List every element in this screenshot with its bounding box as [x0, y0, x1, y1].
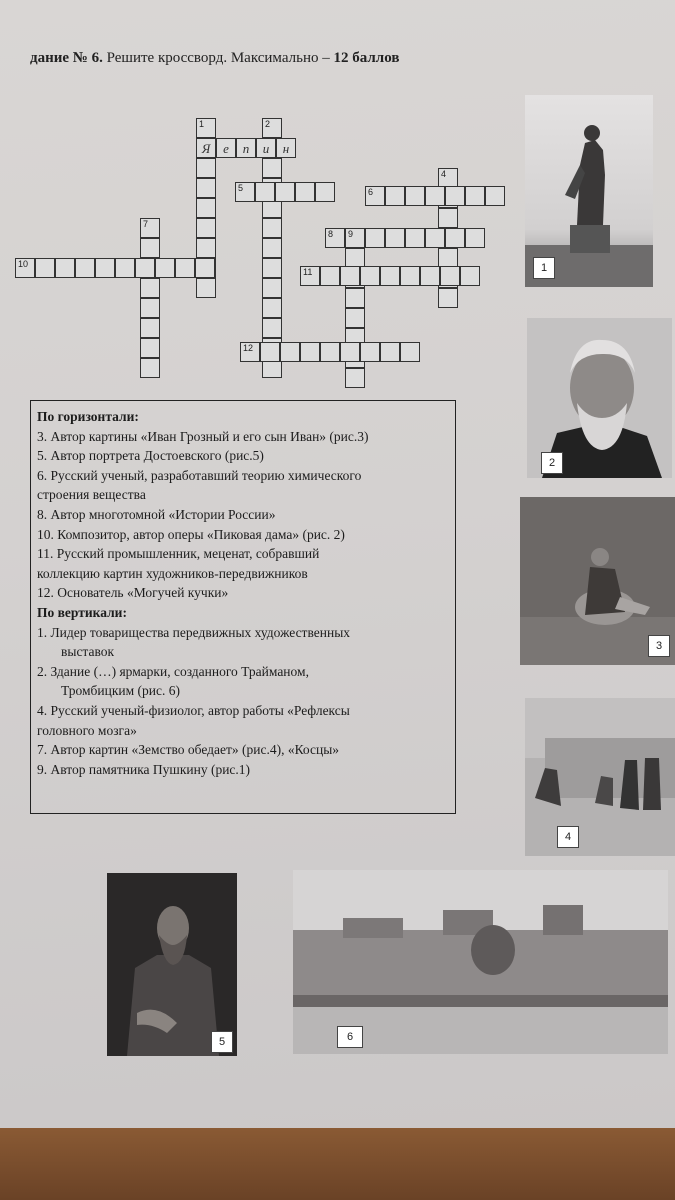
figure-6-label: 6 [337, 1026, 363, 1048]
clue-across-3: 3. Автор картины «Иван Грозный и его сын Иван» (рис.3) [37, 428, 369, 444]
crossword-cell[interactable] [236, 138, 256, 158]
crossword-cell[interactable] [262, 158, 282, 178]
crossword-cell[interactable] [405, 228, 425, 248]
crossword-cell[interactable] [140, 238, 160, 258]
crossword-cell[interactable] [300, 342, 320, 362]
crossword-cell[interactable] [440, 266, 460, 286]
across-heading: По горизонтали: [37, 409, 139, 424]
crossword-cell[interactable] [325, 228, 345, 248]
crossword-cell[interactable] [400, 342, 420, 362]
crossword-cell[interactable] [140, 218, 160, 238]
crossword-cell[interactable] [155, 258, 175, 278]
crossword-cell[interactable] [300, 266, 320, 286]
crossword-cell[interactable] [115, 258, 135, 278]
clues-box [30, 400, 456, 814]
crossword-cell[interactable] [240, 342, 260, 362]
crossword-cell[interactable] [485, 186, 505, 206]
crossword-cell[interactable] [460, 266, 480, 286]
crossword-cell[interactable] [15, 258, 35, 278]
figure-4-zemstvo-painting [525, 698, 675, 856]
crossword-cell[interactable] [262, 318, 282, 338]
figure-2-tchaikovsky-portrait [527, 318, 672, 478]
crossword-filled-letter: п [242, 141, 250, 156]
crossword-cell[interactable] [345, 288, 365, 308]
figure-3-repin-painting [520, 497, 675, 665]
clue-down-2-cont: Тромбицким (рис. 6) [61, 683, 180, 699]
crossword-cell[interactable] [140, 318, 160, 338]
crossword-cell[interactable] [216, 138, 236, 158]
crossword-cell[interactable] [315, 182, 335, 202]
clue-across-10: 10. Композитор, автор оперы «Пиковая дама» (рис. 2) [37, 526, 345, 542]
crossword-cell[interactable] [275, 182, 295, 202]
crossword-cell[interactable] [140, 338, 160, 358]
crossword-cell[interactable] [445, 186, 465, 206]
crossword-cell[interactable] [262, 238, 282, 258]
crossword-cell[interactable] [400, 266, 420, 286]
crossword-cell[interactable] [262, 218, 282, 238]
crossword-cell[interactable] [340, 266, 360, 286]
crossword-cell[interactable] [365, 186, 385, 206]
painting-illustration [525, 698, 675, 856]
crossword-cell[interactable] [195, 258, 215, 278]
clue-down-2: 2. Здание (…) ярмарки, созданного Трайманом, [37, 663, 309, 679]
portrait-illustration [107, 873, 237, 1056]
crossword-cell[interactable] [262, 278, 282, 298]
crossword-cell[interactable] [196, 138, 216, 158]
crossword-cell[interactable] [35, 258, 55, 278]
crossword-cell[interactable] [75, 258, 95, 278]
crossword-cell[interactable] [55, 258, 75, 278]
crossword-clue-number: 7 [143, 219, 149, 229]
figure-6-fair-building [293, 870, 668, 1054]
crossword-cell[interactable] [360, 266, 380, 286]
table-surface [0, 1128, 675, 1200]
clue-across-6-cont: строения вещества [37, 487, 146, 503]
crossword-cell[interactable] [262, 118, 282, 138]
crossword-cell[interactable] [320, 266, 340, 286]
crossword-cell[interactable] [262, 298, 282, 318]
crossword-cell[interactable] [380, 266, 400, 286]
crossword-cell[interactable] [360, 342, 380, 362]
crossword-filled-letter: и [262, 141, 270, 156]
crossword-cell[interactable] [95, 258, 115, 278]
crossword-cell[interactable] [320, 342, 340, 362]
crossword-cell[interactable] [262, 258, 282, 278]
crossword-cell[interactable] [135, 258, 155, 278]
crossword-cell[interactable] [140, 278, 160, 298]
crossword-clue-number: 9 [348, 229, 354, 239]
crossword-cell[interactable] [340, 342, 360, 362]
crossword-clue-number: 1 [199, 119, 205, 129]
crossword-cell[interactable] [438, 208, 458, 228]
crossword-cell[interactable] [445, 228, 465, 248]
crossword-cell[interactable] [345, 248, 365, 268]
crossword-cell[interactable] [365, 228, 385, 248]
crossword-cell[interactable] [196, 158, 216, 178]
crossword-clue-number: 8 [328, 229, 334, 239]
crossword-cell[interactable] [280, 342, 300, 362]
crossword-filled-letter: е [223, 141, 229, 156]
clue-down-9: 9. Автор памятника Пушкину (рис.1) [37, 761, 251, 777]
crossword-cell[interactable] [196, 118, 216, 138]
crossword-cell[interactable] [465, 186, 485, 206]
figure-3-label: 3 [648, 635, 670, 657]
crossword-cell[interactable] [140, 298, 160, 318]
crossword-clue-number: 5 [238, 183, 244, 193]
crossword-cell[interactable] [345, 368, 365, 388]
figure-5-label: 5 [211, 1031, 233, 1053]
clue-down-7: 7. Автор картин «Земство обедает» (рис.4), «Косцы» [37, 742, 340, 758]
clue-across-11-cont: коллекцию картин художников-передвижников [37, 565, 308, 581]
crossword-clue-number: 2 [265, 119, 271, 129]
crossword-cell[interactable] [256, 138, 276, 158]
clue-across-5: 5. Автор портрета Достоевского (рис.5) [37, 448, 264, 464]
figure-1-label: 1 [533, 257, 555, 279]
crossword-filled-letter: Я [201, 141, 211, 156]
crossword-clue-number: 11 [303, 267, 313, 277]
crossword-cell[interactable] [420, 266, 440, 286]
task-title: дание № 6. Решите кросcворд. Максимально – 12 баллов [30, 50, 400, 66]
crossword-cell[interactable] [196, 198, 216, 218]
clue-down-1: 1. Лидер товарищества передвижных художественных [37, 624, 351, 640]
crossword-cell[interactable] [425, 228, 445, 248]
crossword-cell[interactable] [276, 138, 296, 158]
crossword-clue-number: 4 [441, 169, 447, 179]
clue-down-4-cont: головного мозга» [37, 722, 137, 738]
crossword-cell[interactable] [425, 186, 445, 206]
crossword-cell[interactable] [345, 308, 365, 328]
figure-1-pushkin-monument [525, 95, 653, 287]
crossword-cell[interactable] [385, 186, 405, 206]
figure-5-dostoevsky-portrait [107, 873, 237, 1056]
crossword-cell[interactable] [385, 228, 405, 248]
crossword-cell[interactable] [438, 288, 458, 308]
clue-across-6: 6. Русский ученый, разработавший теорию химического [37, 467, 362, 483]
crossword-clue-number: 12 [243, 343, 254, 353]
crossword-cell[interactable] [175, 258, 195, 278]
crossword-cell[interactable] [196, 218, 216, 238]
down-heading: По вертикали: [37, 604, 127, 620]
crossword-cell[interactable] [405, 186, 425, 206]
crossword-cell[interactable] [140, 358, 160, 378]
crossword-clue-number: 10 [18, 259, 29, 269]
crossword-cell[interactable] [438, 168, 458, 188]
crossword-cell[interactable] [295, 182, 315, 202]
clue-across-12: 12. Основатель «Могучей кучки» [37, 585, 229, 601]
crossword-cell[interactable] [196, 278, 216, 298]
crossword-cell[interactable] [196, 238, 216, 258]
clue-across-8: 8. Автор многотомной «Истории России» [37, 506, 276, 522]
crossword-clue-number: 6 [368, 187, 374, 197]
clue-down-4: 4. Русский ученый-физиолог, автор работы «Рефлексы [37, 702, 350, 718]
crossword-cell[interactable] [465, 228, 485, 248]
clue-across-11: 11. Русский промышленник, меценат, собравший [37, 546, 320, 562]
figure-2-label: 2 [541, 452, 563, 474]
figure-4-label: 4 [557, 826, 579, 848]
clue-down-1-cont: выставок [61, 644, 115, 660]
crossword-cell[interactable] [438, 248, 458, 268]
crossword-cell[interactable] [260, 342, 280, 362]
crossword-cell[interactable] [255, 182, 275, 202]
crossword-cell[interactable] [345, 228, 365, 248]
crossword-filled-letter: н [282, 141, 290, 156]
crossword-cell[interactable] [235, 182, 255, 202]
crossword-cell[interactable] [196, 178, 216, 198]
crossword-cell[interactable] [380, 342, 400, 362]
